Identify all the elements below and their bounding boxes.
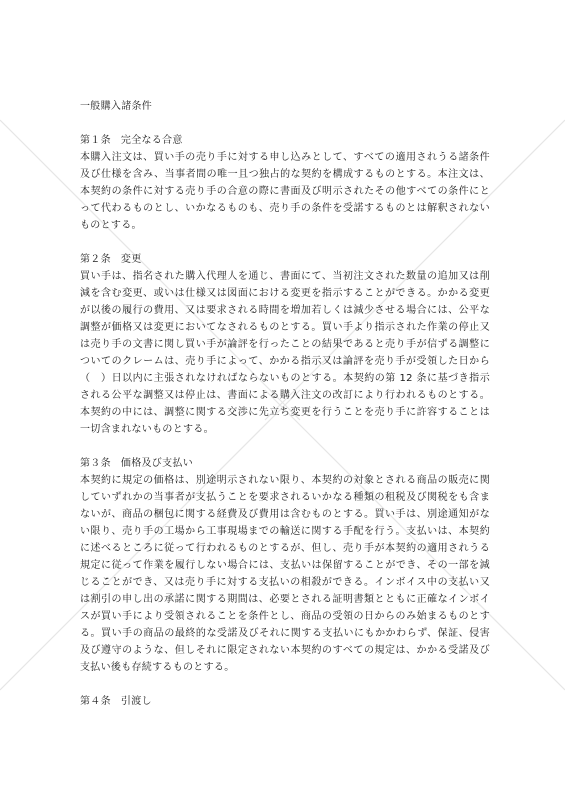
article-body: 買い手は、指名された購入代理人を通じ、書面にて、当初注文された数量の追加又は削減を含む変更、或いは仕様又は図面における変更を指示することができる。かかる変更が以後の履行の費用、又は要求される時間を増加若しくは減少させる場合には、公平な調整が価格又は変更においてなされるものとする。買い手より指示された作業の停止又は売り手の文書に関し買い手が論評を行ったことの結果であると売り手が信ずる調整についてのクレームは、売り手によって、かかる指示又は論評を売り手が受領した日から（ ）日以内に主張されなければならないものとする。本契約の第 12 条に基づき指示される公平な調整又は停止は、書面による購入注文の改訂により行われるものとする。本契約の中には、調整に関する交渉に先立ち変更を行うことを売り手に許容することは一切含まれないものとする。 bbox=[80, 271, 490, 435]
article-body: 本契約に規定の価格は、別途明示されない限り、本契約の対象とされる商品の販売に関していずれかの当事者が支払うことを要求されるいかなる種類の租税及び関税をも含まないが、商品の梱包に関する経費及び費用は含むものとする。買い手は、別途通知がない限り、売り手の工場から工事現場までの輸送に関する手配を行う。支払いは、本契約に述べるところに従って行われるものとするが、但し、売り手が本契約の適用されうる規定に従って作業を履行しない場合には、支払いは保留することができ、その一部を減じることができ、又は売り手に対する支払いの相殺ができる。インボイス中の支払い又は割引の申し出の承諾に関する期間は、必要とされる証明書類とともに正確なインボイスが買い手により受領されることを条件とし、商品の受領の日からのみ始まるものとする。買い手の商品の最終的な受諾及びそれに関する支払いにもかかわらず、保証、侵害及び遵守のような、但しそれに限定されない本契約のすべての規定は、かかる受諾及び支払い後も存続するものとする。 bbox=[80, 475, 490, 673]
article-title: 変更 bbox=[120, 254, 142, 265]
article-2 bbox=[80, 251, 490, 438]
document-title: 一般購入諸条件 bbox=[80, 101, 153, 112]
article-number: 第１条 bbox=[80, 135, 111, 146]
article-heading bbox=[80, 132, 490, 149]
article-heading bbox=[80, 693, 490, 710]
article-3 bbox=[80, 455, 490, 676]
article-number: 第３条 bbox=[80, 458, 111, 469]
article-body: 本購入注文は、買い手の売り手に対する申し込みとして、すべての適用されうる諸条件及び仕様を含み、当事者間の唯一且つ独占的な契約を構成するものとする。本注文は、本契約の条件に対する売り手の合意の際に書面及び明示されたその他すべての条件にとって代わるものとし、いかなるものも、売り手の条件を受諾するものとは解釈されないものとする。 bbox=[80, 152, 490, 231]
article-heading bbox=[80, 455, 490, 472]
article-title: 完全なる合意 bbox=[120, 135, 183, 146]
article-title: 価格及び支払い bbox=[120, 458, 194, 469]
article-4 bbox=[80, 693, 490, 710]
article-number: 第４条 bbox=[80, 696, 111, 707]
article-heading bbox=[80, 251, 490, 268]
article-title: 引渡し bbox=[120, 696, 152, 707]
article-1 bbox=[80, 132, 490, 234]
document-content bbox=[80, 98, 490, 727]
article-number: 第２条 bbox=[80, 254, 111, 265]
